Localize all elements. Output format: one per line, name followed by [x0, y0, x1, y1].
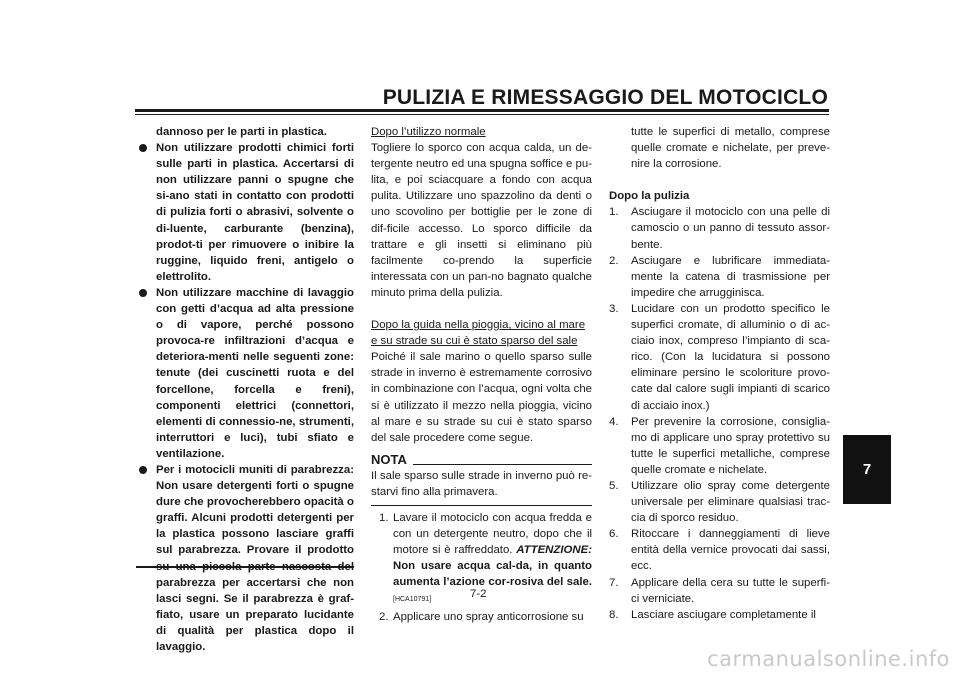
column-1: [136, 124, 354, 655]
step-text: Utilizzare olio spray come detergente universale per eliminare qualsiasi trac-cia di sporco residuo.: [631, 479, 830, 525]
bullet-text: Non utilizzare macchine di lavaggio con getti d’acqua ad alta pressione o di vapore, perché possono provoca-re infiltrazioni d’acqua e deteriora-menti nelle seguenti zone: tenute (dei cuscinetti ruota e del forcellone, forcella e freni), componenti elettrici (connettori, elementi di connessio-ne, strumenti, interruttori e luci), tubi sfiato e ventilazione.: [156, 286, 354, 460]
attention-label: ATTENZIONE:: [516, 544, 592, 557]
step-number: 8.: [609, 608, 619, 621]
section-heading: Dopo la pulizia: [609, 190, 690, 203]
bullet-dot-icon: [139, 144, 147, 152]
step-item: [609, 414, 830, 478]
step-continuation: tutte le superfici di metallo, comprese quelle cromate e nichelate, per preve-nire la corrosione.: [631, 126, 830, 171]
step-text: Ritoccare i danneggiamenti di lieve entità della vernice provocati dai sassi, ecc.: [631, 528, 830, 573]
bullet-item: [136, 285, 354, 462]
step-number: 3.: [609, 302, 619, 315]
bullet-item: [136, 462, 354, 655]
section-heading: e su strade su cui è stato sparso del sale: [371, 335, 578, 348]
warning-end-rule: [136, 566, 354, 568]
spacer: [371, 301, 592, 317]
step-number: 7.: [609, 576, 619, 589]
bullet-continuation: dannoso per le parti in plastica.: [156, 126, 327, 138]
step-item: [609, 575, 830, 607]
header-rule: [135, 109, 829, 112]
step-text: Applicare della cera su tutte le superfi-ci verniciate.: [631, 576, 830, 605]
reference-code: [HCA10791]: [393, 596, 432, 604]
step-number: 6.: [609, 528, 619, 541]
section-heading: Dopo l’utilizzo normale: [371, 126, 486, 138]
bullet-dot-icon: [139, 466, 147, 474]
step-number: 2.: [609, 254, 619, 267]
note-label: NOTA: [371, 451, 407, 467]
attention-text: Non usare acqua cal-da, in quanto aumenta l’azione cor-rosiva del sale.: [393, 560, 592, 589]
section-body: Togliere lo sporco con acqua calda, un de-tergente neutro ed una spugna soffice e pu-lita, e poi sciacquare a fondo con acqua pulita. Utilizzare uno spazzolino da denti o uno scovolino per bottiglie per le zone di dif-ficile accesso. Lo sporco difficile da trattare e gli insetti si eliminano più facilmente co-prendo la superficie interessata con un pan-no bagnato qualche minuto prima della pulizia.: [371, 142, 592, 299]
column-2: [371, 124, 592, 625]
step-item: [609, 607, 830, 623]
step-number: 4.: [609, 415, 619, 428]
step-text: Applicare uno spray anticorrosione su: [393, 610, 584, 623]
step-item: [609, 526, 830, 574]
step-item: [609, 478, 830, 526]
step-number: 1.: [609, 206, 619, 219]
bullet-dot-icon: [139, 289, 147, 297]
note-end-rule: [371, 505, 592, 506]
step-item: [371, 609, 592, 625]
step-number: 1.: [379, 511, 389, 524]
step-text: Lasciare asciugare completamente il: [631, 608, 816, 621]
step-text: Asciugare e lubrificare immediata-mente la catena di trasmissione per impedire che arrugginisca.: [631, 254, 830, 299]
step-text: Per prevenire la corrosione, consiglia-mo di applicare uno spray protettivo su tutte le superfici metalliche, comprese quelle cromate e nichelate.: [631, 415, 830, 476]
bullet-text: Per i motocicli muniti di parabrezza: Non usare detergenti forti o spugne dure che provocherebbero opacità o graffi. Alcuni prodotti detergenti per la plastica possono lasciare graffi sul parabrezza. Provare il prodotto parabrezza per accertarsi che non lasci segni. Se il parabrezza è graf-fiato, usare un preparato lucidante di qualità per plastica dopo il lavaggio.: [156, 463, 354, 653]
page-title: PULIZIA E RIMESSAGGIO DEL MOTOCICLO: [382, 86, 828, 109]
section-heading: Dopo la guida nella pioggia, vicino al mare: [371, 319, 586, 332]
step-item: [609, 301, 830, 414]
bullet-text: Non utilizzare prodotti chimici forti sulle parti in plastica. Accertarsi di non utilizzare panni o spugne che si-ano stati in contatto con prodotti di pulizia forti o abrasivi, solvente o di-luente, carburante (benzina), prodot-ti per rimuovere o inibire la ruggine, liquido freni, antigelo o elettrolito.: [156, 142, 354, 283]
step-item: [609, 253, 830, 301]
watermark: carmanualsonline.info: [707, 647, 950, 671]
step-item: [609, 204, 830, 252]
step-text: Lucidare con un prodotto specifico le superfici cromate, di alluminio o di ac-ciaio inox, compreso l’impianto di sca-rico. (Con la lucidatura si possono eliminare persino le scoloriture provo-cate dal calore sugli impianti di scarico di acciaio inox.): [631, 302, 830, 412]
chapter-tab: 7: [843, 435, 891, 504]
spacer: [609, 172, 830, 188]
column-3: [609, 124, 830, 623]
note-header: [371, 452, 592, 468]
note-text: Il sale sparso sulle strade in inverno può re-starvi fino alla primavera.: [371, 469, 592, 498]
page-number: 7-2: [470, 588, 487, 600]
note-rule: [413, 464, 592, 465]
step-text: Asciugare il motociclo con una pelle di camoscio o un panno di tessuto assor-bente.: [631, 206, 830, 251]
bullet-item: [136, 140, 354, 285]
step-text: Lavare il motociclo con acqua fredda e con un detergente neutro, dopo che il motore si è raffreddato.: [393, 511, 592, 557]
step-number: 2.: [379, 610, 389, 623]
step-number: 5.: [609, 479, 619, 492]
section-body: Poiché il sale marino o quello sparso sulle strade in inverno è estremamente corrosivo in combinazione con l’acqua, ogni volta che si è utilizzato il mezzo nella pioggia, vicino al mare e su strade su cui è stato sparso del sale procedere come segue.: [371, 351, 592, 444]
header-rule-thin: [135, 114, 829, 115]
